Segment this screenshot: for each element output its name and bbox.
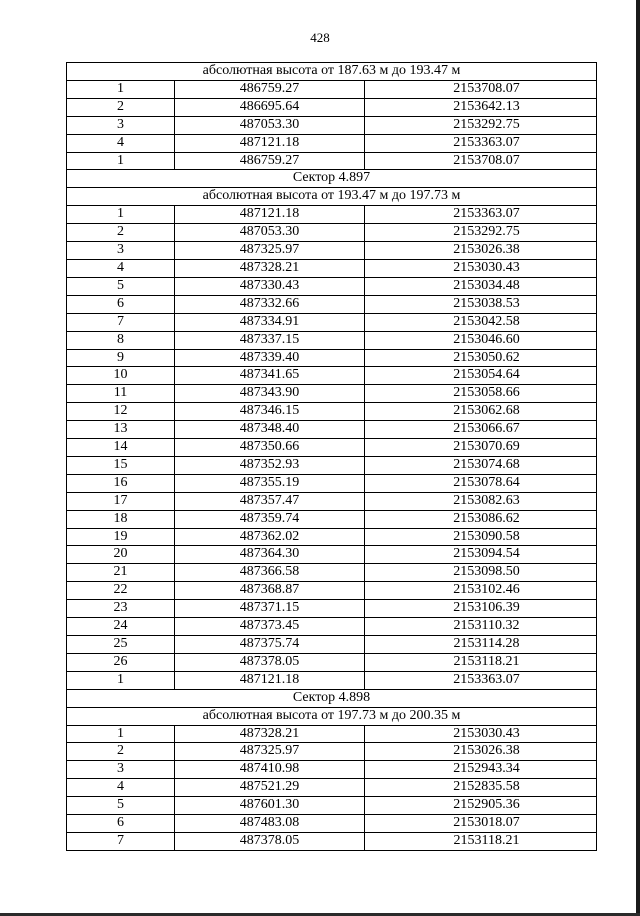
point-number: 3 <box>67 761 175 779</box>
point-number: 21 <box>67 564 175 582</box>
coordinates-table <box>66 62 597 851</box>
table-row <box>67 492 597 510</box>
x-coordinate: 487346.15 <box>175 403 365 421</box>
table-row <box>67 653 597 671</box>
table-row <box>67 671 597 689</box>
table-row <box>67 797 597 815</box>
point-number: 17 <box>67 492 175 510</box>
table-row <box>67 259 597 277</box>
y-coordinate: 2153363.07 <box>365 134 597 152</box>
point-number: 2 <box>67 224 175 242</box>
y-coordinate: 2153363.07 <box>365 206 597 224</box>
table-row <box>67 564 597 582</box>
x-coordinate: 487334.91 <box>175 313 365 331</box>
height-range-row <box>67 63 597 81</box>
y-coordinate: 2153074.68 <box>365 456 597 474</box>
x-coordinate: 487343.90 <box>175 385 365 403</box>
y-coordinate: 2153030.43 <box>365 725 597 743</box>
y-coordinate: 2153038.53 <box>365 295 597 313</box>
table-row <box>67 743 597 761</box>
y-coordinate: 2153102.46 <box>365 582 597 600</box>
table-row <box>67 331 597 349</box>
x-coordinate: 487368.87 <box>175 582 365 600</box>
y-coordinate: 2153292.75 <box>365 116 597 134</box>
y-coordinate: 2153034.48 <box>365 277 597 295</box>
point-number: 25 <box>67 636 175 654</box>
y-coordinate: 2153042.58 <box>365 313 597 331</box>
y-coordinate: 2153030.43 <box>365 259 597 277</box>
table-row <box>67 474 597 492</box>
y-coordinate: 2153066.67 <box>365 421 597 439</box>
x-coordinate: 487521.29 <box>175 779 365 797</box>
sector-title-row <box>67 170 597 188</box>
table-row <box>67 528 597 546</box>
table-row <box>67 636 597 654</box>
sector-title: Сектор 4.897 <box>67 170 597 188</box>
point-number: 12 <box>67 403 175 421</box>
point-number: 15 <box>67 456 175 474</box>
y-coordinate: 2153082.63 <box>365 492 597 510</box>
x-coordinate: 486695.64 <box>175 98 365 116</box>
y-coordinate: 2153090.58 <box>365 528 597 546</box>
y-coordinate: 2153046.60 <box>365 331 597 349</box>
point-number: 1 <box>67 725 175 743</box>
y-coordinate: 2153094.54 <box>365 546 597 564</box>
y-coordinate: 2153070.69 <box>365 439 597 457</box>
height-range: абсолютная высота от 187.63 м до 193.47 м <box>67 63 597 81</box>
point-number: 16 <box>67 474 175 492</box>
x-coordinate: 486759.27 <box>175 152 365 170</box>
x-coordinate: 487350.66 <box>175 439 365 457</box>
point-number: 4 <box>67 134 175 152</box>
x-coordinate: 487053.30 <box>175 116 365 134</box>
x-coordinate: 487332.66 <box>175 295 365 313</box>
point-number: 5 <box>67 277 175 295</box>
y-coordinate: 2153026.38 <box>365 242 597 260</box>
point-number: 22 <box>67 582 175 600</box>
table-row <box>67 277 597 295</box>
page-number: 428 <box>310 30 330 45</box>
y-coordinate: 2153292.75 <box>365 224 597 242</box>
point-number: 19 <box>67 528 175 546</box>
point-number: 4 <box>67 779 175 797</box>
x-coordinate: 487371.15 <box>175 600 365 618</box>
x-coordinate: 487357.47 <box>175 492 365 510</box>
x-coordinate: 487121.18 <box>175 134 365 152</box>
y-coordinate: 2153058.66 <box>365 385 597 403</box>
y-coordinate: 2153018.07 <box>365 815 597 833</box>
x-coordinate: 487341.65 <box>175 367 365 385</box>
y-coordinate: 2153050.62 <box>365 349 597 367</box>
point-number: 23 <box>67 600 175 618</box>
y-coordinate: 2153062.68 <box>365 403 597 421</box>
point-number: 3 <box>67 242 175 260</box>
x-coordinate: 487355.19 <box>175 474 365 492</box>
point-number: 10 <box>67 367 175 385</box>
table-row <box>67 582 597 600</box>
height-range-row <box>67 188 597 206</box>
point-number: 3 <box>67 116 175 134</box>
table-row <box>67 295 597 313</box>
x-coordinate: 487352.93 <box>175 456 365 474</box>
x-coordinate: 487328.21 <box>175 259 365 277</box>
y-coordinate: 2153110.32 <box>365 618 597 636</box>
point-number: 24 <box>67 618 175 636</box>
x-coordinate: 487378.05 <box>175 653 365 671</box>
y-coordinate: 2153026.38 <box>365 743 597 761</box>
x-coordinate: 487410.98 <box>175 761 365 779</box>
x-coordinate: 487325.97 <box>175 743 365 761</box>
point-number: 2 <box>67 743 175 761</box>
table-row <box>67 152 597 170</box>
y-coordinate: 2153098.50 <box>365 564 597 582</box>
y-coordinate: 2153363.07 <box>365 671 597 689</box>
x-coordinate: 487364.30 <box>175 546 365 564</box>
y-coordinate: 2152943.34 <box>365 761 597 779</box>
x-coordinate: 487373.45 <box>175 618 365 636</box>
x-coordinate: 487121.18 <box>175 671 365 689</box>
x-coordinate: 487483.08 <box>175 815 365 833</box>
point-number: 20 <box>67 546 175 564</box>
point-number: 9 <box>67 349 175 367</box>
table-row <box>67 761 597 779</box>
table-row <box>67 242 597 260</box>
table-row <box>67 134 597 152</box>
y-coordinate: 2152835.58 <box>365 779 597 797</box>
point-number: 13 <box>67 421 175 439</box>
x-coordinate: 487053.30 <box>175 224 365 242</box>
y-coordinate: 2153114.28 <box>365 636 597 654</box>
y-coordinate: 2152905.36 <box>365 797 597 815</box>
page-edge <box>636 0 640 916</box>
y-coordinate: 2153708.07 <box>365 152 597 170</box>
y-coordinate: 2153642.13 <box>365 98 597 116</box>
point-number: 1 <box>67 206 175 224</box>
x-coordinate: 487121.18 <box>175 206 365 224</box>
y-coordinate: 2153708.07 <box>365 80 597 98</box>
point-number: 7 <box>67 832 175 850</box>
table-row <box>67 439 597 457</box>
table-row <box>67 779 597 797</box>
table-row <box>67 385 597 403</box>
point-number: 4 <box>67 259 175 277</box>
x-coordinate: 487325.97 <box>175 242 365 260</box>
point-number: 5 <box>67 797 175 815</box>
table-row <box>67 313 597 331</box>
height-range: абсолютная высота от 197.73 м до 200.35 м <box>67 707 597 725</box>
table-row <box>67 815 597 833</box>
sector-title-row <box>67 689 597 707</box>
x-coordinate: 487348.40 <box>175 421 365 439</box>
point-number: 6 <box>67 295 175 313</box>
x-coordinate: 487375.74 <box>175 636 365 654</box>
point-number: 1 <box>67 80 175 98</box>
x-coordinate: 487330.43 <box>175 277 365 295</box>
point-number: 26 <box>67 653 175 671</box>
height-range: абсолютная высота от 193.47 м до 197.73 м <box>67 188 597 206</box>
x-coordinate: 487359.74 <box>175 510 365 528</box>
point-number: 7 <box>67 313 175 331</box>
point-number: 1 <box>67 671 175 689</box>
table-row <box>67 618 597 636</box>
y-coordinate: 2153106.39 <box>365 600 597 618</box>
table-row <box>67 421 597 439</box>
x-coordinate: 487378.05 <box>175 832 365 850</box>
table-row <box>67 367 597 385</box>
x-coordinate: 487339.40 <box>175 349 365 367</box>
x-coordinate: 487601.30 <box>175 797 365 815</box>
table-row <box>67 206 597 224</box>
y-coordinate: 2153078.64 <box>365 474 597 492</box>
sector-title: Сектор 4.898 <box>67 689 597 707</box>
table-row <box>67 546 597 564</box>
x-coordinate: 487362.02 <box>175 528 365 546</box>
y-coordinate: 2153054.64 <box>365 367 597 385</box>
height-range-row <box>67 707 597 725</box>
point-number: 8 <box>67 331 175 349</box>
table-row <box>67 116 597 134</box>
point-number: 11 <box>67 385 175 403</box>
table-row <box>67 224 597 242</box>
table-row <box>67 98 597 116</box>
point-number: 6 <box>67 815 175 833</box>
x-coordinate: 487328.21 <box>175 725 365 743</box>
table-row <box>67 403 597 421</box>
point-number: 1 <box>67 152 175 170</box>
table-row <box>67 349 597 367</box>
y-coordinate: 2153118.21 <box>365 832 597 850</box>
x-coordinate: 487337.15 <box>175 331 365 349</box>
y-coordinate: 2153118.21 <box>365 653 597 671</box>
table-row <box>67 725 597 743</box>
table-row <box>67 80 597 98</box>
x-coordinate: 486759.27 <box>175 80 365 98</box>
table-row <box>67 510 597 528</box>
point-number: 2 <box>67 98 175 116</box>
point-number: 14 <box>67 439 175 457</box>
table-row <box>67 832 597 850</box>
table-row <box>67 600 597 618</box>
table-row <box>67 456 597 474</box>
point-number: 18 <box>67 510 175 528</box>
x-coordinate: 487366.58 <box>175 564 365 582</box>
y-coordinate: 2153086.62 <box>365 510 597 528</box>
